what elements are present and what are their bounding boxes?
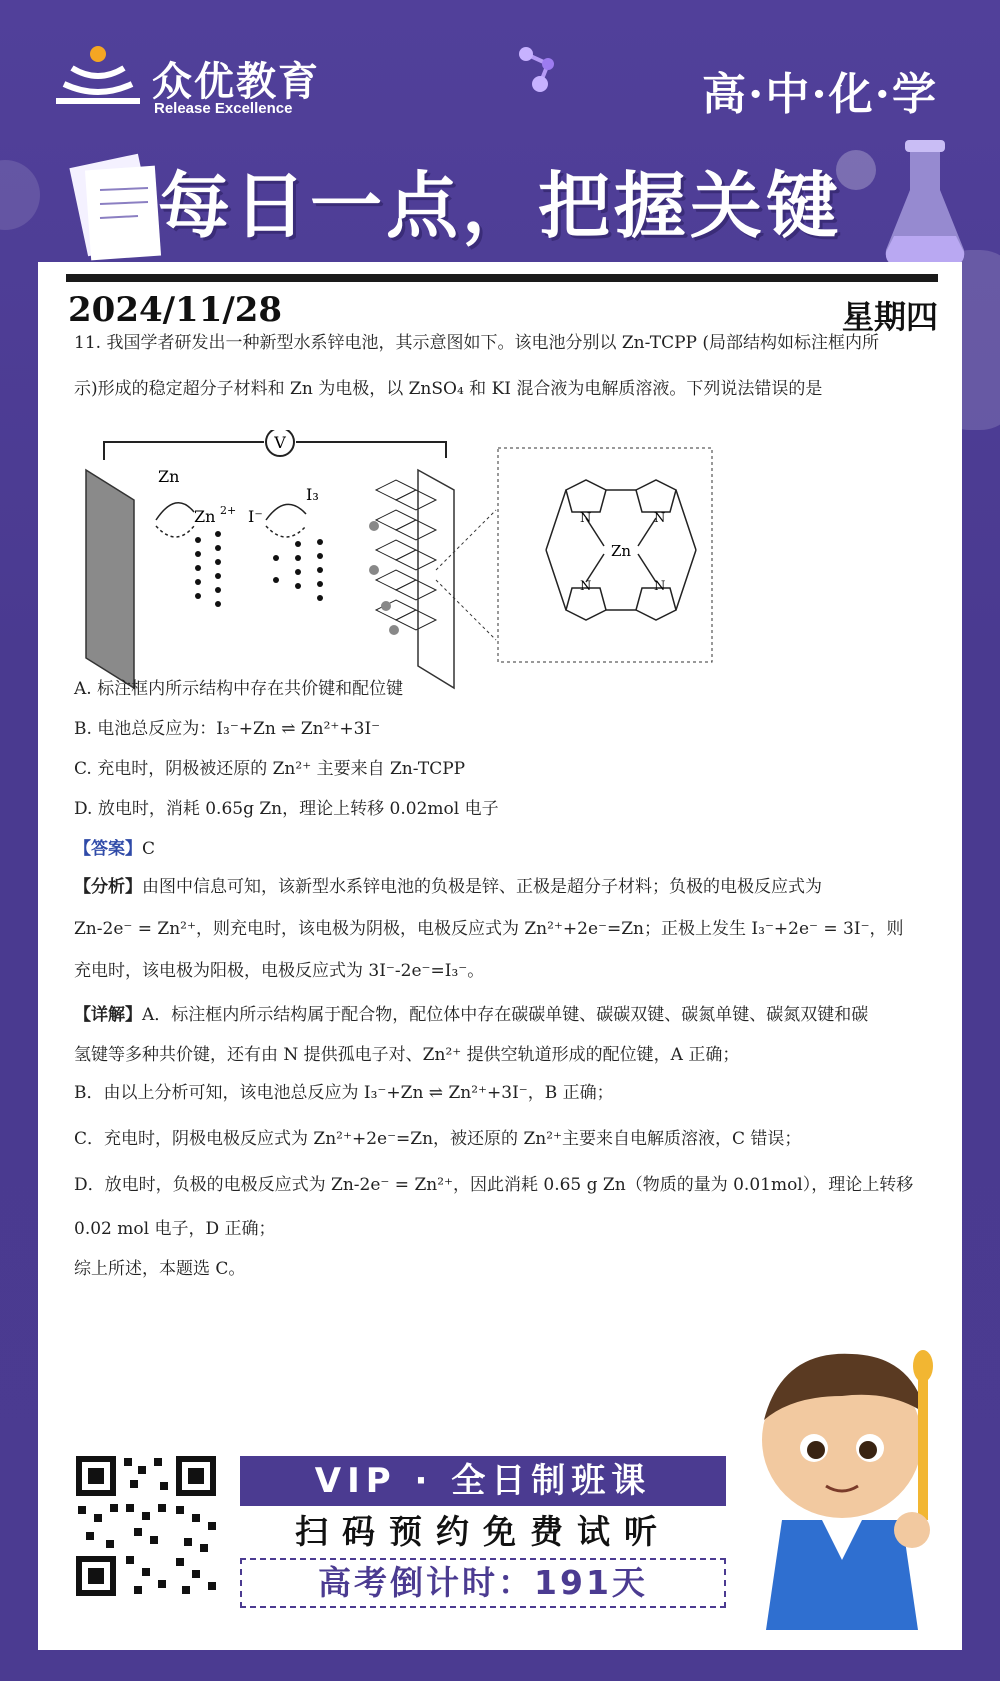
header-rule <box>66 274 938 282</box>
ion-dots <box>195 531 323 607</box>
detail-line-3: B．由以上分析可知，该电池总反应为 I₃⁻+Zn ⇌ Zn²⁺+3I⁻，B 正确； <box>74 1083 614 1103</box>
analysis-line-3: 充电时，该电极为阳极，电极反应式为 3I⁻-2e⁻=I₃⁻。 <box>74 961 485 981</box>
analysis-line-2: Zn-2e⁻ = Zn²⁺，则充电时，该电极为阴极，电极反应式为 Zn²⁺+2e⁻=Zn；正极上发生 I₃⁻+2e⁻ = 3I⁻，则 <box>74 919 904 939</box>
option-a: A. 标注框内所示结构中存在共价键和配位键 <box>74 679 404 699</box>
option-d: D. 放电时，消耗 0.65g Zn，理论上转移 0.02mol 电子 <box>74 799 499 819</box>
vip-banner: VIP · 全日制班课 <box>240 1456 726 1506</box>
weekday: 星期四 <box>841 298 938 336</box>
arrow-zn-reduction <box>156 526 194 537</box>
detail-line-7: 综上所述，本题选 C。 <box>74 1259 246 1279</box>
battery-diagram <box>76 430 716 690</box>
label-zn2plus: Zn <box>194 507 216 526</box>
date: 2024/11/28 <box>68 290 283 330</box>
label-n: N <box>654 579 666 594</box>
answer-row <box>74 834 155 859</box>
option-c: C. 充电时，阴极被还原的 Zn²⁺ 主要来自 Zn-TCPP <box>74 759 466 779</box>
slogan: 每日一点，把握关键 <box>158 164 843 248</box>
arrow-iodide-reduction <box>266 526 306 537</box>
mascot-icon <box>742 1330 962 1650</box>
structure-callout-box <box>498 448 712 662</box>
fe-element-bubble <box>836 150 876 190</box>
qr-code-icon[interactable] <box>72 1452 220 1600</box>
flask-icon <box>880 140 970 270</box>
question-text-line-2: 示)形成的稳定超分子材料和 Zn 为电极，以 ZnSO₄ 和 KI 混合液为电解质溶液。下列说法错误的是 <box>74 379 823 399</box>
exam-countdown: 高考倒计时：191天 <box>240 1558 726 1608</box>
papers-icon <box>68 150 168 270</box>
arrow-zn-oxidation <box>156 503 194 520</box>
detail-line-2: 氢键等多种共价键，还有由 N 提供孤电子对、Zn²⁺ 提供空轨道形成的配位键，A 正确； <box>74 1045 740 1065</box>
label-n: N <box>580 511 592 526</box>
detail-line-1 <box>74 1000 868 1025</box>
detail-label: 【详解】 <box>74 1005 142 1025</box>
label-center-zn: Zn <box>610 542 632 560</box>
question-text-line-1: 11. 我国学者研发出一种新型水系锌电池，其示意图如下。该电池分别以 Zn-TCPP (局部结构如标注框内所 <box>74 333 879 353</box>
brand-logo <box>52 44 352 124</box>
label-n: N <box>580 579 592 594</box>
detail-line-5: D．放电时，负极的电极反应式为 Zn-2e⁻ = Zn²⁺，因此消耗 0.65 g Zn（物质的量为 0.01mol），理论上转移 <box>74 1175 914 1195</box>
arrow-iodide-oxidation <box>266 504 306 520</box>
label-iodide: I⁻ <box>248 507 263 526</box>
brand-tagline: Release Excellence <box>154 100 293 117</box>
subject-title: 高·中·化·学 <box>702 69 938 120</box>
logo-mark-icon <box>52 44 144 114</box>
label-n: N <box>654 511 666 526</box>
analysis-text-1: 由图中信息可知，该新型水系锌电池的负极是锌、正极是超分子材料；负极的电极反应式为 <box>142 877 822 897</box>
voltmeter-label: V <box>274 433 286 452</box>
detail-line-6: 0.02 mol 电子，D 正确； <box>74 1219 276 1239</box>
detail-line-4: C．充电时，阴极电极反应式为 Zn²⁺+2e⁻=Zn，被还原的 Zn²⁺主要来自电解质溶液，C 错误； <box>74 1129 802 1149</box>
detail-text-1: A．标注框内所示结构属于配合物，配位体中存在碳碳单键、碳碳双键、碳氮单键、碳氮双键和碳 <box>142 1005 869 1025</box>
analysis-label: 【分析】 <box>74 877 142 897</box>
brand-name: 众优教育 <box>152 59 320 105</box>
label-zn: Zn <box>158 467 180 486</box>
answer-label: 【答案】 <box>74 839 142 859</box>
answer-value: C <box>142 839 156 859</box>
molecule-icon <box>514 44 564 94</box>
zinc-electrode <box>86 470 134 688</box>
analysis-line-1 <box>74 872 822 897</box>
label-i3: I₃ <box>306 485 319 504</box>
option-b: B. 电池总反应为：I₃⁻+Zn ⇌ Zn²⁺+3I⁻ <box>74 719 381 739</box>
scan-cta[interactable]: 扫码预约免费试听 <box>295 1512 671 1551</box>
label-zn2plus-charge: 2+ <box>220 504 237 517</box>
